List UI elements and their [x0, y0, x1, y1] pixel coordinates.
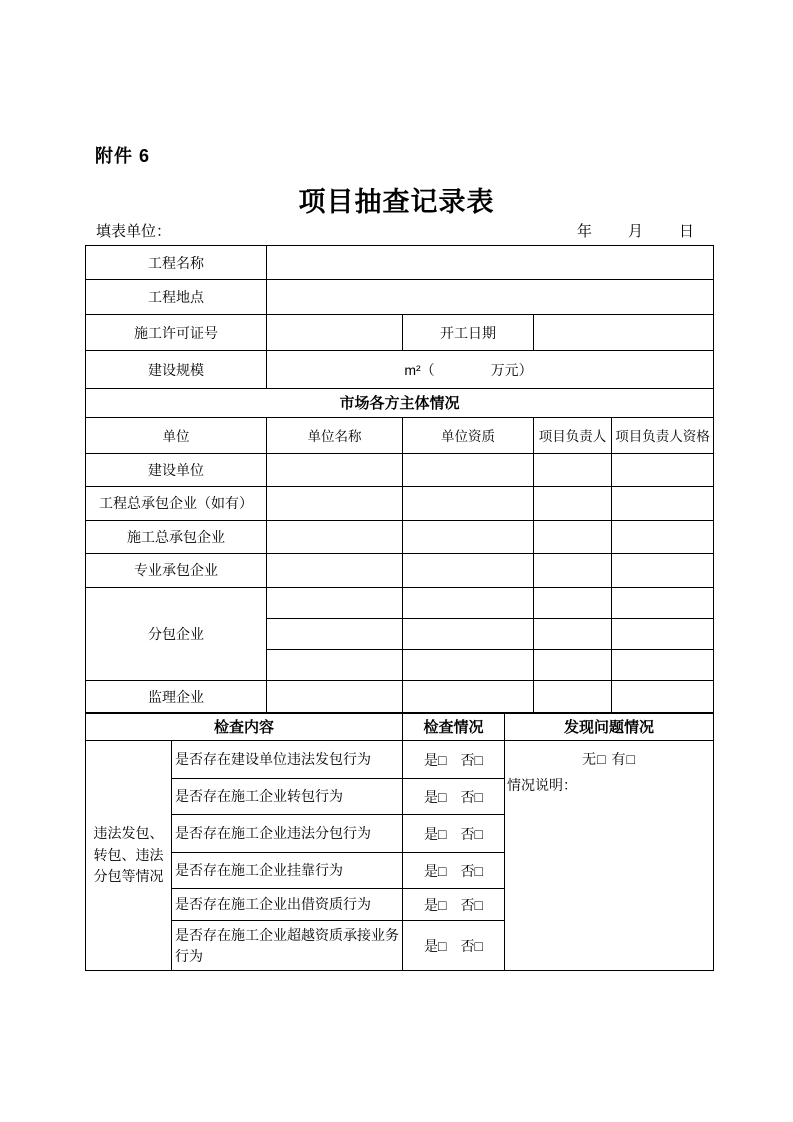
problem-options: 无□ 有□ — [582, 751, 636, 767]
start-date-label: 开工日期 — [403, 315, 534, 351]
empty-cell — [534, 680, 612, 713]
empty-cell — [612, 649, 714, 680]
empty-cell — [267, 587, 403, 618]
market-row-subcontractor: 分包企业 — [86, 587, 267, 680]
scale-value-cell: m²（ 万元） — [267, 351, 714, 389]
attachment-label: 附件 6 — [95, 146, 151, 166]
header-unit-name: 单位名称 — [267, 417, 403, 453]
empty-cell — [534, 553, 612, 587]
checkbox-yes-no: 是□ 否□ — [403, 741, 505, 779]
inspection-table — [85, 712, 714, 971]
empty-cell — [267, 553, 403, 587]
empty-cell — [403, 553, 534, 587]
start-date-value-cell — [534, 315, 714, 351]
header-unit: 单位 — [86, 417, 267, 453]
market-section-title: 市场各方主体情况 — [86, 388, 714, 417]
scale-label: 建设规模 — [86, 351, 267, 389]
subheader-row — [96, 220, 696, 241]
note-label: 情况说明： — [507, 777, 578, 793]
empty-cell — [534, 618, 612, 649]
empty-cell — [612, 520, 714, 553]
empty-cell — [403, 587, 534, 618]
permit-no-label: 施工许可证号 — [86, 315, 267, 351]
question-illegal-award: 是否存在建设单位违法发包行为 — [172, 741, 403, 779]
checkbox-yes-no: 是□ 否□ — [403, 853, 505, 889]
empty-cell — [612, 453, 714, 486]
market-row-construction-unit: 建设单位 — [86, 453, 267, 486]
form-unit-label: 填表单位： — [96, 223, 172, 240]
empty-cell — [267, 520, 403, 553]
inspection-category-label: 违法发包、转包、违法分包等情况 — [86, 741, 172, 971]
empty-cell — [403, 649, 534, 680]
header-pm-qualification: 项目负责人资格 — [612, 417, 714, 453]
empty-cell — [403, 520, 534, 553]
market-parties-table — [85, 388, 714, 714]
question-subletting: 是否存在施工企业转包行为 — [172, 779, 403, 815]
problem-report-cell — [505, 741, 714, 971]
project-location-value-cell — [267, 280, 714, 315]
question-exceeding-qualification: 是否存在施工企业超越资质承接业务行为 — [172, 921, 403, 971]
form-table — [85, 245, 713, 971]
empty-cell — [403, 618, 534, 649]
header-check-status: 检查情况 — [403, 713, 505, 741]
header-check-content: 检查内容 — [86, 713, 403, 741]
empty-cell — [612, 680, 714, 713]
empty-cell — [534, 453, 612, 486]
market-row-epc-contractor: 工程总承包企业（如有） — [86, 486, 267, 520]
empty-cell — [267, 453, 403, 486]
empty-cell — [612, 587, 714, 618]
empty-cell — [403, 486, 534, 520]
page-title: 项目抽查记录表 — [298, 187, 495, 217]
empty-cell — [403, 453, 534, 486]
empty-cell — [534, 486, 612, 520]
header-project-manager: 项目负责人 — [534, 417, 612, 453]
checkbox-yes-no: 是□ 否□ — [403, 815, 505, 853]
empty-cell — [534, 587, 612, 618]
project-location-label: 工程地点 — [86, 280, 267, 315]
header-unit-qualification: 单位资质 — [403, 417, 534, 453]
info-table — [85, 245, 714, 389]
empty-cell — [267, 649, 403, 680]
question-illegal-subcontracting: 是否存在施工企业违法分包行为 — [172, 815, 403, 853]
permit-no-value-cell — [267, 315, 403, 351]
checkbox-yes-no: 是□ 否□ — [403, 779, 505, 815]
question-lending-qualification: 是否存在施工企业出借资质行为 — [172, 889, 403, 921]
checkbox-yes-no: 是□ 否□ — [403, 889, 505, 921]
question-affiliation: 是否存在施工企业挂靠行为 — [172, 853, 403, 889]
checkbox-yes-no: 是□ 否□ — [403, 921, 505, 971]
empty-cell — [612, 486, 714, 520]
empty-cell — [612, 618, 714, 649]
empty-cell — [534, 649, 612, 680]
empty-cell — [534, 520, 612, 553]
date-label: 年 月 日 — [576, 223, 696, 240]
empty-cell — [267, 618, 403, 649]
empty-cell — [403, 680, 534, 713]
project-name-label: 工程名称 — [86, 246, 267, 280]
header-problems-found: 发现问题情况 — [505, 713, 714, 741]
empty-cell — [267, 680, 403, 713]
empty-cell — [612, 553, 714, 587]
empty-cell — [267, 486, 403, 520]
market-row-supervision-unit: 监理企业 — [86, 680, 267, 713]
market-row-general-contractor: 施工总承包企业 — [86, 520, 267, 553]
market-row-specialty-contractor: 专业承包企业 — [86, 553, 267, 587]
project-name-value-cell — [267, 246, 714, 280]
